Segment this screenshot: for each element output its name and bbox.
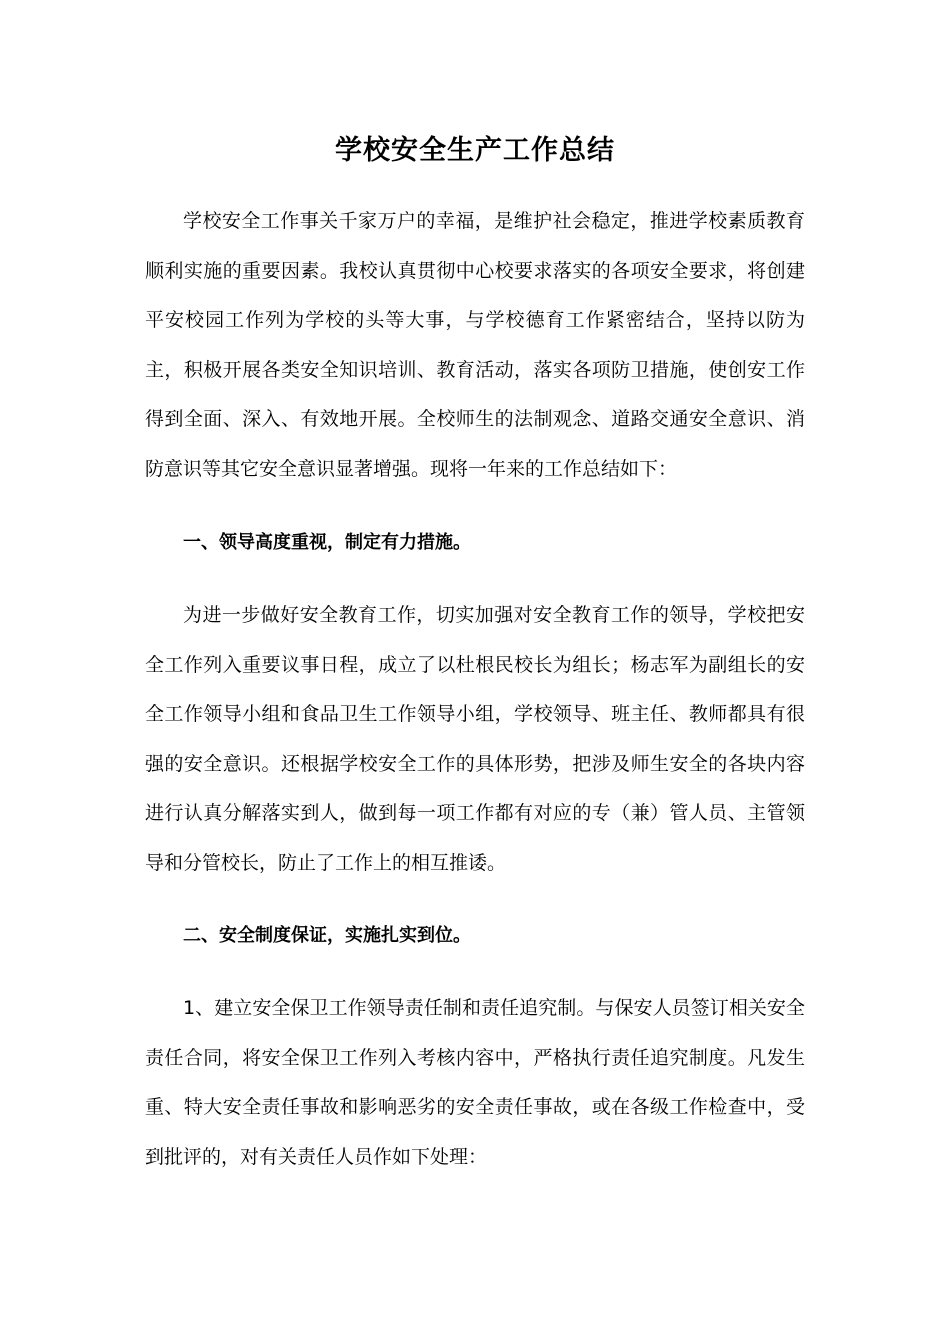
paragraph-leadership	[145, 591, 805, 889]
paragraph-intro	[145, 197, 805, 495]
document-title: 学校安全生产工作总结	[335, 135, 615, 166]
section-heading-1	[145, 518, 805, 568]
paragraph-responsibility	[145, 984, 805, 1182]
section-heading-text: 一、领导高度重视，制定有力措施。	[183, 532, 471, 553]
paragraph-text: 为进一步做好安全教育工作，切实加强对安全教育工作的领导，学校把安全工作列入重要议事日程，成立了以杜根民校长为组长；杨志军为副组长的安全工作领导小组和食品卫生工作领导小组，学校领导、班主任、教师都具有很强的安全意识。还根据学校安全工作的具体形势，把涉及师生安全的各块内容进行认真分解落实到人，做到每一项工作都有对应的专（兼）管人员、主管领导和分管校长，防止了工作上的相互推诿。	[145, 604, 805, 874]
paragraph-text: 学校安全工作事关千家万户的幸福，是维护社会稳定，推进学校素质教育顺利实施的重要因素。我校认真贯彻中心校要求落实的各项安全要求，将创建平安校园工作列为学校的头等大事，与学校德育工作紧密结合，坚持以防为主，积极开展各类安全知识培训、教育活动，落实各项防卫措施，使创安工作得到全面、深入、有效地开展。全校师生的法制观念、道路交通安全意识、消防意识等其它安全意识显著增强。现将一年来的工作总结如下：	[145, 210, 805, 480]
section-heading-2	[145, 911, 805, 961]
section-heading-text: 二、安全制度保证，实施扎实到位。	[183, 925, 471, 946]
paragraph-text: 1、建立安全保卫工作领导责任制和责任追究制。与保安人员签订相关安全责任合同，将安全保卫工作列入考核内容中，严格执行责任追究制度。凡发生重、特大安全责任事故和影响恶劣的安全责任事故，或在各级工作检查中，受到批评的，对有关责任人员作如下处理：	[145, 997, 805, 1168]
